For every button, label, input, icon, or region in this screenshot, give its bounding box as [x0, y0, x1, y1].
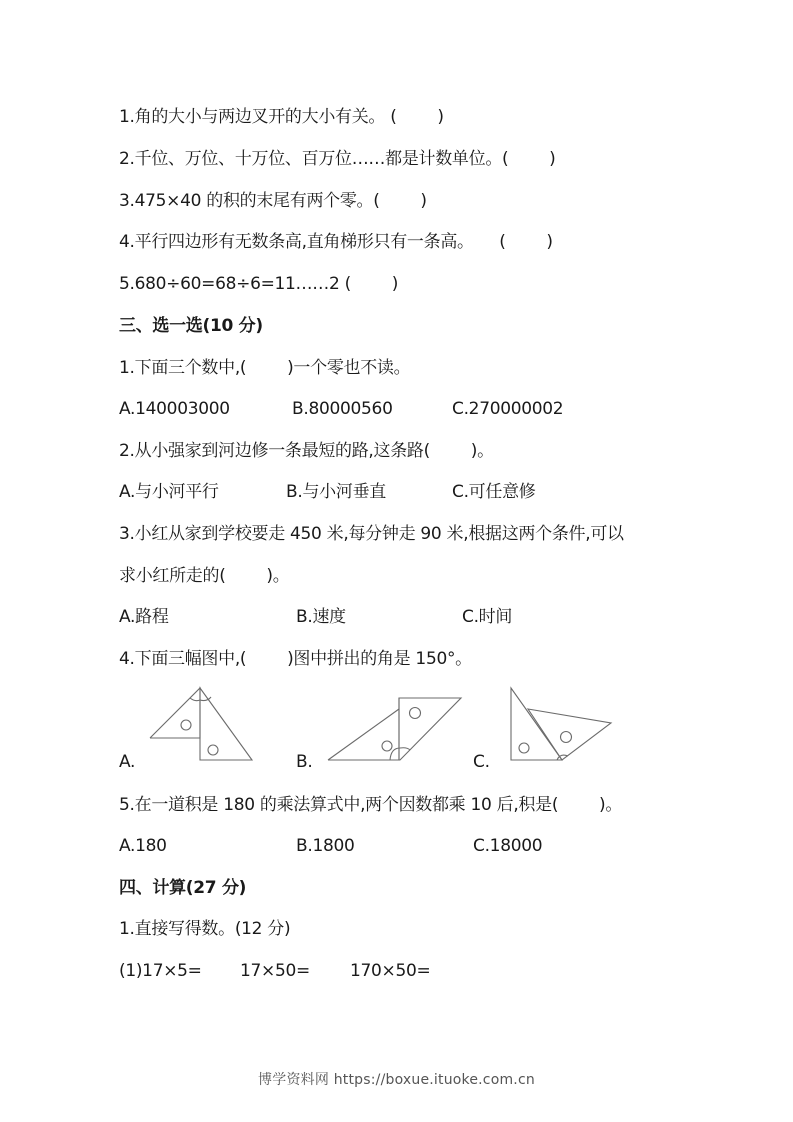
choice-q1-option-c: C.270000002 — [452, 399, 564, 419]
choice-q3-stem-line2: 求小红所走的( )。 — [119, 566, 290, 586]
calc-sub1-title: 1.直接写得数。(12 分) — [119, 919, 291, 939]
choice-q2-option-c: C.可任意修 — [452, 482, 536, 502]
choice-q1-stem: 1.下面三个数中,( )一个零也不读。 — [119, 358, 411, 378]
section-3-heading: 三、选一选(10 分) — [119, 316, 263, 336]
choice-q4-option-b: B. — [296, 752, 313, 772]
triangle-set-figure-c — [500, 682, 620, 764]
judge-item-5: 5.680÷60=68÷6=11……2 ( ) — [119, 274, 399, 294]
choice-q3-option-c: C.时间 — [462, 607, 513, 627]
footer-watermark: 博学资料网 https://boxue.ituoke.com.cn — [258, 1072, 535, 1088]
choice-q3-stem-line1: 3.小红从家到学校要走 450 米,每分钟走 90 米,根据这两个条件,可以 — [119, 524, 624, 544]
choice-q5-option-a: A.180 — [119, 836, 167, 856]
judge-item-4: 4.平行四边形有无数条高,直角梯形只有一条高。 ( ) — [119, 232, 553, 252]
choice-q5-option-b: B.1800 — [296, 836, 355, 856]
choice-q1-option-a: A.140003000 — [119, 399, 230, 419]
judge-item-1: 1.角的大小与两边叉开的大小有关。 ( ) — [119, 107, 444, 127]
choice-q4-stem: 4.下面三幅图中,( )图中拼出的角是 150°。 — [119, 649, 472, 669]
choice-q1-option-b: B.80000560 — [292, 399, 393, 419]
choice-q3-option-a: A.路程 — [119, 607, 169, 627]
choice-q5-stem: 5.在一道积是 180 的乘法算式中,两个因数都乘 10 后,积是( )。 — [119, 795, 623, 815]
section-4-heading: 四、计算(27 分) — [119, 878, 247, 898]
triangle-set-figure-a — [140, 682, 260, 764]
choice-q2-stem: 2.从小强家到河边修一条最短的路,这条路( )。 — [119, 441, 494, 461]
choice-q2-option-a: A.与小河平行 — [119, 482, 219, 502]
judge-item-2: 2.千位、万位、十万位、百万位……都是计数单位。( ) — [119, 149, 556, 169]
choice-q4-option-c: C. — [473, 752, 490, 772]
judge-item-3: 3.475×40 的积的末尾有两个零。( ) — [119, 191, 427, 211]
calc-item-1c: 170×50= — [350, 961, 431, 981]
choice-q2-option-b: B.与小河垂直 — [286, 482, 386, 502]
calc-item-1b: 17×50= — [240, 961, 310, 981]
choice-q5-option-c: C.18000 — [473, 836, 543, 856]
calc-item-1a: (1)17×5= — [119, 961, 202, 981]
triangle-set-figure-b — [320, 690, 470, 765]
choice-q3-option-b: B.速度 — [296, 607, 346, 627]
choice-q4-option-a: A. — [119, 752, 136, 772]
